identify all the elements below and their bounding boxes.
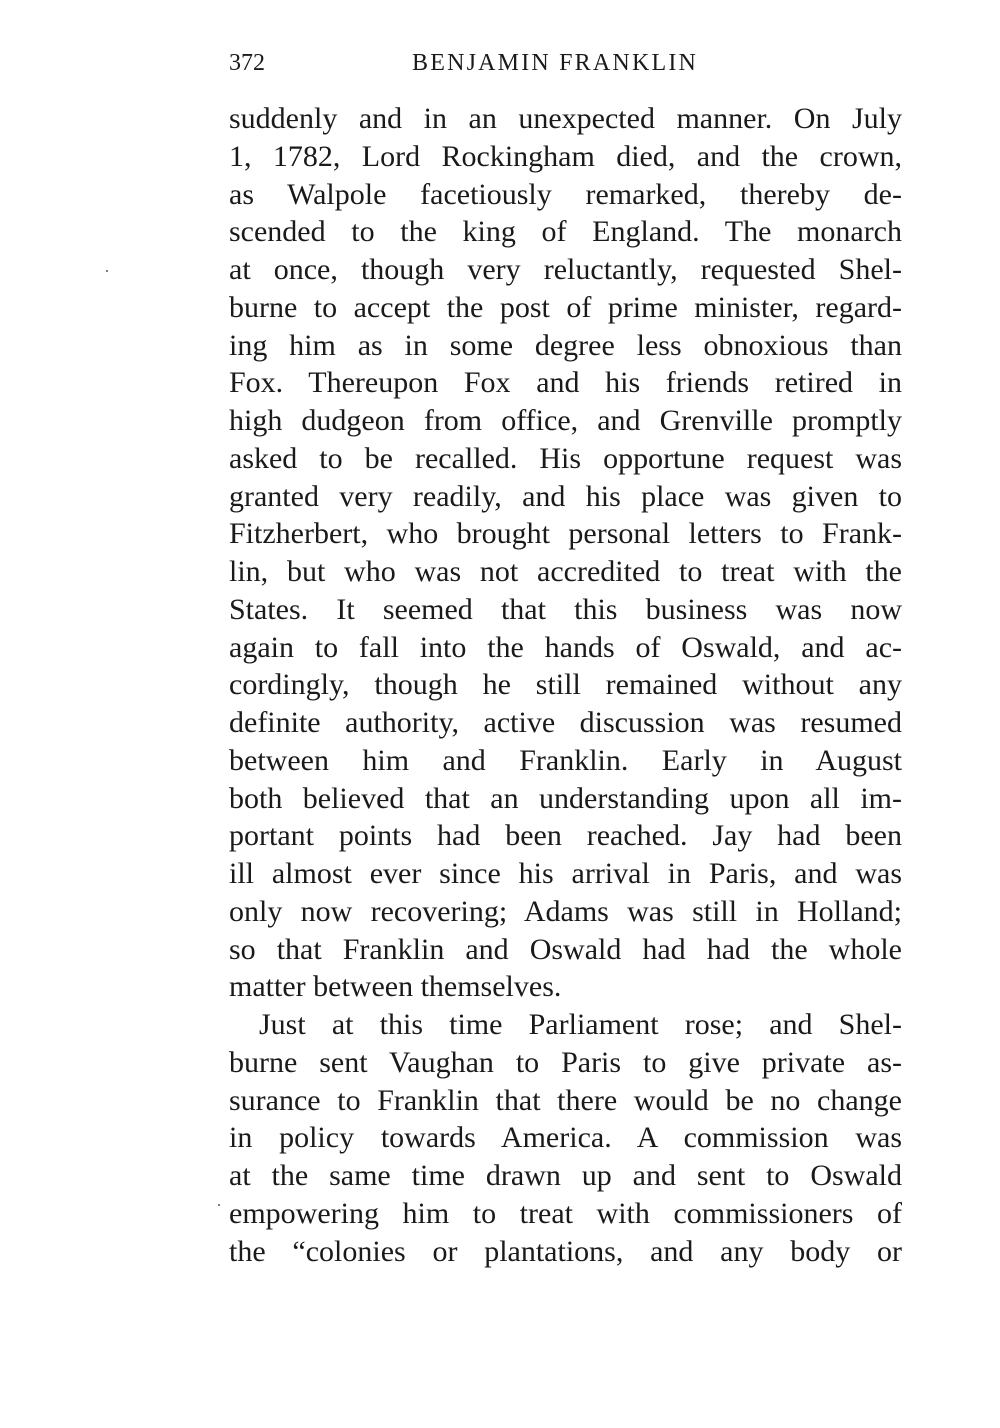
text-line: definite authority, active discussion was resumed: [229, 706, 902, 739]
text-line: ing him as in some degree less obnoxious than: [229, 328, 902, 362]
text-line: 1, 1782, Lord Rockingham died, and the crown,: [229, 139, 902, 173]
text-line: both believed that an understanding upon all im-: [229, 781, 902, 815]
text-line: portant points had been reached. Jay had been: [229, 819, 902, 853]
running-head: [229, 46, 729, 80]
text-line: burne sent Vaughan to Paris to give private as-: [229, 1045, 902, 1079]
text-line: Fox. Thereupon Fox and his friends retired in: [229, 366, 902, 400]
text-line: empowering him to treat with commissioners of: [229, 1196, 902, 1230]
running-title: BENJAMIN FRANKLIN: [412, 50, 699, 76]
text-line: suddenly and in an unexpected manner. On July: [229, 102, 902, 135]
text-line: ill almost ever since his arrival in Paris, and was: [229, 857, 902, 890]
text-line: as Walpole facetiously remarked, thereby de-: [229, 177, 902, 211]
text-line: only now recovering; Adams was still in Holland;: [229, 894, 902, 928]
text-line: Just at this time Parliament rose; and Shel-: [259, 1008, 902, 1041]
scan-speck: [106, 270, 108, 272]
text-line: the “colonies or plantations, and any body or: [229, 1234, 902, 1268]
paragraph: [229, 100, 902, 1006]
text-line: so that Franklin and Oswald had had the whole: [229, 932, 902, 966]
paragraph: [229, 1006, 902, 1270]
text-line: surance to Franklin that there would be no change: [229, 1083, 902, 1117]
text-line: high dudgeon from office, and Grenville promptly: [229, 404, 902, 437]
text-line: at once, though very reluctantly, requested Shel-: [229, 253, 902, 286]
text-line: burne to accept the post of prime minister, regard-: [229, 290, 902, 324]
body-text: [229, 100, 902, 1270]
text-line: at the same time drawn up and sent to Oswald: [229, 1159, 902, 1192]
text-line: lin, but who was not accredited to treat with the: [229, 555, 902, 588]
text-line: granted very readily, and his place was given to: [229, 479, 902, 513]
text-line: matter between themselves.: [229, 970, 562, 1004]
text-line: States. It seemed that this business was now: [229, 592, 902, 626]
text-line: between him and Franklin. Early in August: [229, 743, 902, 777]
text-line: again to fall into the hands of Oswald, and ac-: [229, 630, 902, 664]
scan-speck: [218, 1204, 220, 1206]
text-line: asked to be recalled. His opportune request was: [229, 441, 902, 475]
text-line: cordingly, though he still remained without any: [229, 668, 902, 702]
text-line: scended to the king of England. The monarch: [229, 215, 902, 249]
text-line: Fitzherbert, who brought personal letters to Frank-: [229, 517, 902, 551]
text-line: in policy towards America. A commission was: [229, 1121, 902, 1155]
page-number: 372: [229, 50, 265, 76]
